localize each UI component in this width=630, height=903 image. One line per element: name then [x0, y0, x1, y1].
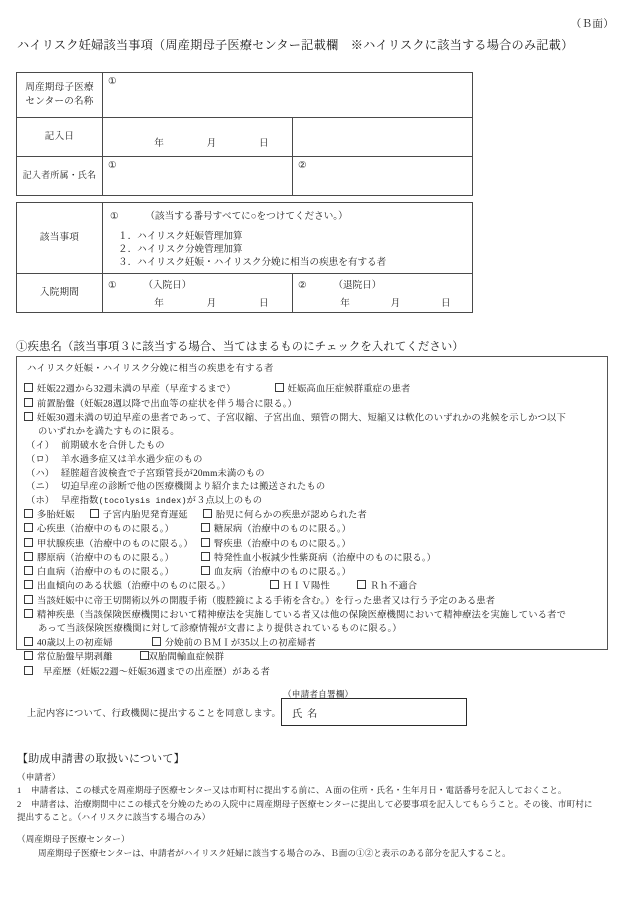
- checkbox-icon[interactable]: [24, 552, 33, 561]
- disease-label-post: が３点以上のもの: [186, 496, 263, 507]
- checkbox-icon[interactable]: [24, 580, 33, 589]
- discharge-month: 月: [390, 297, 401, 309]
- list-item: [24, 454, 600, 468]
- applicable-option-3[interactable]: ３．ハイリスク妊娠・ハイリスク分娩に相当の疾患を有する者: [118, 257, 387, 269]
- center-info-table: [16, 72, 473, 196]
- note-body-continuation: 提出すること。（ハイリスクに該当する場合のみ）: [17, 812, 211, 823]
- list-item[interactable]: [24, 580, 600, 594]
- list-item: [24, 481, 600, 495]
- admission-month: 月: [206, 297, 217, 309]
- note-number: 1: [17, 785, 22, 796]
- applicable-items-table: [16, 202, 473, 313]
- disease-label: 特発性血小板減少性紫斑病（治療中のものに限る。）: [214, 553, 437, 564]
- disease-label: 妊娠30週未満の切迫早産の患者であって、子宮収縮、子宮出血、頸管の開大、短縮又は軟化のいずれかの兆候を示しかつ以下: [37, 413, 566, 424]
- roman-marker: （ロ）: [26, 454, 55, 465]
- list-item[interactable]: [24, 609, 600, 623]
- notes-group-head-center: （周産期母子医療センター）: [17, 834, 130, 845]
- marker-2-discharge: ②: [298, 279, 307, 291]
- entry-date-month: 月: [206, 138, 217, 149]
- signature-caption: （申請者自署欄）: [283, 689, 354, 699]
- checkbox-icon[interactable]: [201, 552, 210, 561]
- note-item: [17, 784, 617, 797]
- list-item[interactable]: [24, 651, 600, 665]
- list-item: [24, 467, 600, 481]
- disease-label: 腎疾患（治療中のものに限る。）: [213, 539, 351, 550]
- disease-intro: ハイリスク妊娠・ハイリスク分娩に相当の疾患を有する者: [27, 364, 274, 374]
- checkbox-icon[interactable]: [357, 580, 366, 589]
- discharge-date-input[interactable]: [293, 273, 473, 312]
- roman-marker: （ニ）: [26, 482, 55, 493]
- disease-label: 経腟超音波検査で子宮頸管長が20mm未満のもの: [60, 468, 265, 479]
- note-item: [17, 798, 617, 811]
- list-item[interactable]: [24, 566, 600, 580]
- disease-label: 妊娠高血圧症候群重症の患者: [287, 384, 411, 395]
- list-item[interactable]: [24, 665, 600, 679]
- disease-label: 分娩前のＢＭＩが35以上の初産婦者: [164, 638, 317, 649]
- writer-affiliation-input[interactable]: [103, 157, 293, 196]
- checkbox-icon[interactable]: [90, 509, 99, 518]
- checkbox-icon[interactable]: [24, 538, 33, 547]
- list-item[interactable]: [24, 509, 600, 523]
- center-name-input[interactable]: [103, 73, 473, 118]
- row-label-applicable: 該当事項: [17, 203, 103, 274]
- disease-label: 40歳以上の初産婦: [37, 638, 113, 649]
- disease-label: 当該妊娠中に帝王切開術以外の開腹手術（腹腔鏡による手術を含む。）を行った患者又は行う予定のある患者: [37, 596, 496, 607]
- checkbox-icon[interactable]: [24, 398, 33, 407]
- checkbox-icon[interactable]: [152, 637, 161, 646]
- disease-label: 血友病（治療中のものに限る。）: [214, 567, 352, 578]
- list-item[interactable]: [24, 637, 600, 651]
- admission-date-input[interactable]: [103, 273, 293, 312]
- disease-label: 常位胎盤早期剥離: [37, 652, 113, 663]
- handling-notes: [17, 751, 617, 860]
- list-item[interactable]: [24, 412, 600, 426]
- checkbox-icon[interactable]: [24, 509, 33, 518]
- table-row: [17, 73, 473, 118]
- disease-label: 妊娠22週から32週未満の早産（早産するまで）: [37, 384, 236, 395]
- signature-field[interactable]: [281, 698, 467, 726]
- list-item[interactable]: [24, 537, 600, 551]
- roman-marker: （ホ）: [26, 496, 55, 507]
- marker-2-writer: ②: [298, 160, 307, 171]
- page-title: ハイリスク妊婦該当事項（周産期母子医療センター記載欄 ※ハイリスクに該当する場合のみ記載）: [17, 38, 574, 52]
- disease-label: 切迫早産の診断で他の医療機関より紹介または搬送されたもの: [60, 482, 326, 493]
- disease-label: 心疾患（治療中のものに限る。）: [37, 524, 175, 535]
- checkbox-icon[interactable]: [24, 609, 33, 618]
- notes-title: 【助成申請書の取扱いについて】: [17, 753, 185, 765]
- disease-label: 白血病（治療中のものに限る。）: [37, 567, 175, 578]
- writer-name-input[interactable]: [293, 157, 473, 196]
- admission-caption: （入院日）: [143, 279, 192, 291]
- disease-label: 前置胎盤（妊娠28週以降で出血等の症状を伴う場合に限る。）: [37, 399, 298, 410]
- disease-label: 多胎妊娠: [37, 510, 75, 521]
- disease-label-mono: (tocolysis index): [98, 496, 187, 507]
- disease-label: 子宮内胎児発育遅延: [102, 510, 188, 521]
- checkbox-icon[interactable]: [24, 666, 33, 675]
- entry-date-blank-cell: [293, 118, 473, 157]
- discharge-year: 年: [340, 297, 350, 309]
- disease-label: 胎児に何らかの疾患が認められた者: [215, 510, 367, 521]
- admission-year: 年: [154, 297, 164, 309]
- checkbox-icon[interactable]: [201, 538, 210, 547]
- disease-label: 膠原病（治療中のものに限る。）: [37, 553, 175, 564]
- checkbox-icon[interactable]: [24, 637, 33, 646]
- list-item: [24, 495, 600, 509]
- list-item: [24, 440, 600, 454]
- disease-label-continuation: あって当該保険医療機関に対して診療情報が文書により提供されているものに限る。）: [38, 624, 402, 635]
- checkbox-icon[interactable]: [201, 523, 210, 532]
- note-number: 2: [17, 798, 22, 809]
- checkbox-icon[interactable]: [24, 523, 33, 532]
- signature-label: 氏 名: [292, 709, 319, 720]
- list-item[interactable]: [24, 523, 600, 537]
- row-label-entry-date: 記入日: [17, 118, 103, 157]
- admission-day: 日: [259, 297, 269, 309]
- entry-date-year: 年: [154, 138, 164, 149]
- note-item: 周産期母子医療センターは、申請者がハイリスク妊婦に該当する場合のみ、Ｂ面の①②と表示のある部分を記入すること。: [38, 847, 511, 858]
- marker-1-center-name: ①: [108, 76, 117, 87]
- checkbox-icon[interactable]: [24, 383, 33, 392]
- disease-label-continuation: のいずれかを満たすものに限る。: [38, 427, 180, 438]
- disease-label: 出血傾向のある状態（治療中のものに限る。）: [37, 581, 231, 592]
- discharge-caption: （退院日）: [333, 279, 382, 291]
- marker-1-writer: ①: [108, 160, 117, 171]
- side-label: （Ｂ面）: [570, 19, 614, 30]
- disease-label-pre: 早産指数: [60, 496, 99, 507]
- consent-statement: 上記内容について、行政機関に提出することを同意します。: [27, 709, 281, 719]
- applicable-instruction: （該当する番号すべてに○をつけてください。）: [145, 211, 348, 222]
- applicable-option-1[interactable]: １．ハイリスク妊娠管理加算: [118, 231, 243, 242]
- table-row: [17, 118, 473, 157]
- center-name-label-line2: センターの名称: [25, 96, 94, 107]
- table-row: [17, 203, 473, 274]
- list-item[interactable]: [24, 383, 600, 397]
- disease-section-heading: ①疾患名（該当事項３に該当する場合、当てはまるものにチェックを入れてください）: [16, 341, 464, 353]
- roman-marker: （ハ）: [26, 468, 55, 479]
- disease-label: ＨＩＶ陽性: [282, 581, 330, 592]
- checkbox-icon[interactable]: [24, 412, 33, 421]
- entry-date-day: 日: [259, 138, 269, 149]
- applicable-instruction-line: [108, 206, 467, 222]
- marker-1-applicable: ①: [110, 211, 119, 222]
- disease-label: 双胎間輸血症候群: [148, 652, 225, 663]
- list-item[interactable]: [24, 594, 600, 608]
- disease-label: Ｒｈ不適合: [369, 581, 418, 592]
- table-row: [17, 273, 473, 312]
- row-label-writer: 記入者所属・氏名: [17, 157, 103, 196]
- checkbox-icon[interactable]: [203, 509, 212, 518]
- discharge-day: 日: [441, 297, 451, 309]
- disease-label: 早産歴（妊娠22週〜妊娠36週までの出産歴）がある者: [43, 667, 271, 678]
- checkbox-icon[interactable]: [24, 566, 33, 575]
- disease-checklist-box: [16, 356, 608, 678]
- roman-marker: （イ）: [26, 441, 55, 452]
- applicable-options-cell[interactable]: [103, 203, 473, 274]
- checkbox-icon[interactable]: [24, 651, 33, 660]
- disease-label: 糖尿病（治療中のものに限る。）: [214, 524, 352, 535]
- checkbox-icon[interactable]: [201, 566, 210, 575]
- table-row: [17, 157, 473, 196]
- entry-date-input[interactable]: [103, 118, 293, 157]
- disease-label: 甲状腺疾患（治療中のものに限る。）: [37, 539, 193, 550]
- checkbox-icon[interactable]: [270, 580, 279, 589]
- row-label-hospital-period: 入院期間: [17, 273, 103, 312]
- checkbox-icon[interactable]: [275, 383, 284, 392]
- marker-1-admission: ①: [108, 279, 117, 291]
- disease-label: 精神疾患（当該保険医療機関において精神療法を実施している者又は他の保険医療機関において精神療法を実施している者で: [37, 610, 567, 621]
- disease-label: 羊水過多症又は羊水過少症のもの: [60, 454, 203, 465]
- checkbox-icon[interactable]: [140, 651, 149, 660]
- list-item[interactable]: [24, 397, 600, 411]
- center-name-label-line1: 周産期母子医療: [25, 82, 94, 94]
- notes-group-head-applicant: （申請者）: [17, 771, 61, 782]
- note-body: 申請者は、治療期間中にこの様式を分娩のための入院中に周産期母子医療センターに提出して必要事項を記入してもらうこと。その後、市町村に: [31, 798, 593, 809]
- checkbox-icon[interactable]: [24, 595, 33, 604]
- row-label-center-name: [17, 73, 103, 118]
- applicable-option-2[interactable]: ２．ハイリスク分娩管理加算: [118, 244, 243, 256]
- note-body: 申請者は、この様式を周産期母子医療センター又は市町村に提出する前に、Ａ面の住所・氏名・生年月日・電話番号を記入しておくこと。: [31, 785, 567, 796]
- list-item[interactable]: [24, 552, 600, 566]
- disease-label: 前期破水を合併したもの: [60, 441, 165, 452]
